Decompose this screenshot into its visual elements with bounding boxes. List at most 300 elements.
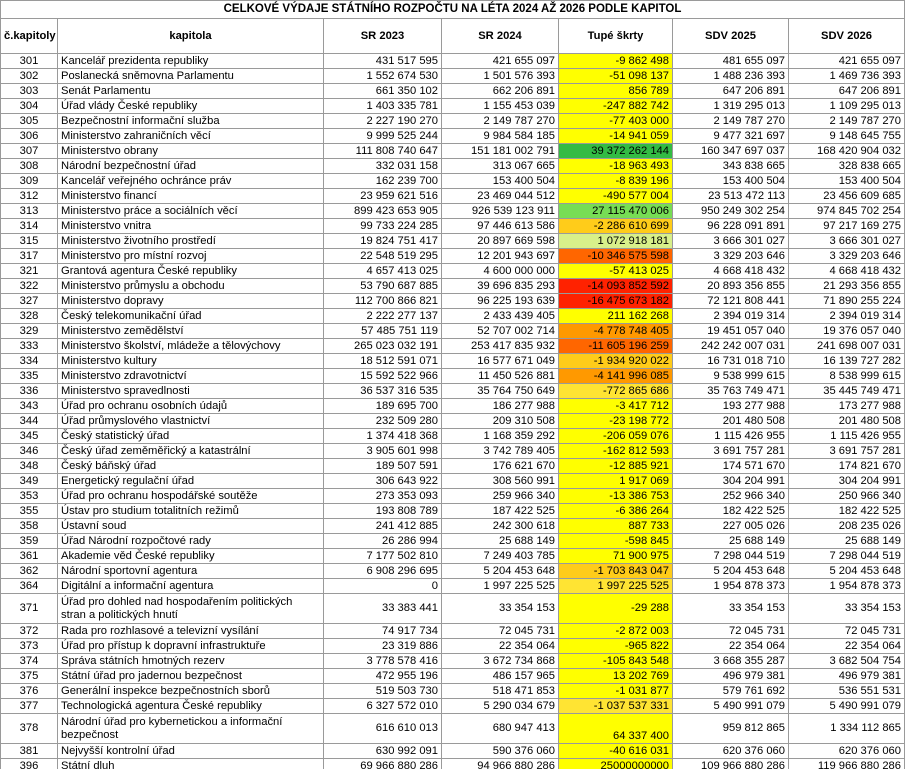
cuts-cell[interactable]: -1 703 843 047 bbox=[559, 564, 673, 579]
sdv-2025-cell[interactable]: 227 005 026 bbox=[673, 519, 789, 534]
sdv-2026-cell[interactable]: 3 666 301 027 bbox=[789, 234, 905, 249]
sr-2024-cell[interactable]: 151 181 002 791 bbox=[442, 144, 559, 159]
chapter-code-cell[interactable]: 334 bbox=[1, 354, 58, 369]
sr-2023-cell[interactable]: 6 327 572 010 bbox=[324, 699, 442, 714]
sdv-2025-cell[interactable]: 304 204 991 bbox=[673, 474, 789, 489]
sr-2023-cell[interactable]: 332 031 158 bbox=[324, 159, 442, 174]
chapter-code-cell[interactable]: 381 bbox=[1, 744, 58, 759]
chapter-code-cell[interactable]: 345 bbox=[1, 429, 58, 444]
chapter-name-cell[interactable]: Technologická agentura České republiky bbox=[58, 699, 324, 714]
cuts-cell[interactable]: -14 093 852 592 bbox=[559, 279, 673, 294]
sr-2023-cell[interactable]: 431 517 595 bbox=[324, 54, 442, 69]
chapter-name-cell[interactable]: Ústav pro studium totalitních režimů bbox=[58, 504, 324, 519]
sr-2024-cell[interactable]: 486 157 965 bbox=[442, 669, 559, 684]
sr-2023-cell[interactable]: 53 790 687 885 bbox=[324, 279, 442, 294]
sdv-2026-cell[interactable]: 620 376 060 bbox=[789, 744, 905, 759]
cuts-cell[interactable]: 887 733 bbox=[559, 519, 673, 534]
sdv-2025-cell[interactable]: 182 422 525 bbox=[673, 504, 789, 519]
chapter-name-cell[interactable]: Ministerstvo financí bbox=[58, 189, 324, 204]
chapter-code-cell[interactable]: 301 bbox=[1, 54, 58, 69]
sr-2024-cell[interactable]: 3 672 734 868 bbox=[442, 654, 559, 669]
sdv-2025-cell[interactable]: 72 045 731 bbox=[673, 624, 789, 639]
sdv-2026-cell[interactable]: 3 329 203 646 bbox=[789, 249, 905, 264]
chapter-name-cell[interactable]: Úřad vlády České republiky bbox=[58, 99, 324, 114]
sdv-2025-cell[interactable]: 242 242 007 031 bbox=[673, 339, 789, 354]
cuts-cell[interactable]: -772 865 686 bbox=[559, 384, 673, 399]
sdv-2026-cell[interactable]: 304 204 991 bbox=[789, 474, 905, 489]
sdv-2026-cell[interactable]: 1 954 878 373 bbox=[789, 579, 905, 594]
cuts-cell[interactable]: -40 616 031 bbox=[559, 744, 673, 759]
sr-2023-cell[interactable]: 0 bbox=[324, 579, 442, 594]
sr-2024-cell[interactable]: 11 450 526 881 bbox=[442, 369, 559, 384]
cuts-cell[interactable]: 39 372 262 144 bbox=[559, 144, 673, 159]
sr-2024-cell[interactable]: 33 354 153 bbox=[442, 594, 559, 624]
sr-2023-cell[interactable]: 26 286 994 bbox=[324, 534, 442, 549]
sdv-2025-cell[interactable]: 16 731 018 710 bbox=[673, 354, 789, 369]
sdv-2025-cell[interactable]: 33 354 153 bbox=[673, 594, 789, 624]
header-chapter-number[interactable]: č.kapitoly bbox=[1, 19, 58, 54]
cuts-cell[interactable]: -490 577 004 bbox=[559, 189, 673, 204]
chapter-code-cell[interactable]: 396 bbox=[1, 759, 58, 769]
sdv-2025-cell[interactable]: 620 376 060 bbox=[673, 744, 789, 759]
sr-2024-cell[interactable]: 176 621 670 bbox=[442, 459, 559, 474]
chapter-code-cell[interactable]: 328 bbox=[1, 309, 58, 324]
chapter-code-cell[interactable]: 335 bbox=[1, 369, 58, 384]
chapter-name-cell[interactable]: Kancelář prezidenta republiky bbox=[58, 54, 324, 69]
sdv-2026-cell[interactable]: 250 966 340 bbox=[789, 489, 905, 504]
cuts-cell[interactable]: 27 115 470 006 bbox=[559, 204, 673, 219]
chapter-code-cell[interactable]: 362 bbox=[1, 564, 58, 579]
cuts-cell[interactable]: 1 917 069 bbox=[559, 474, 673, 489]
sr-2023-cell[interactable]: 36 537 316 535 bbox=[324, 384, 442, 399]
sr-2023-cell[interactable]: 7 177 502 810 bbox=[324, 549, 442, 564]
chapter-name-cell[interactable]: Český telekomunikační úřad bbox=[58, 309, 324, 324]
sr-2024-cell[interactable]: 52 707 002 714 bbox=[442, 324, 559, 339]
sdv-2025-cell[interactable]: 20 893 356 855 bbox=[673, 279, 789, 294]
sr-2024-cell[interactable]: 421 655 097 bbox=[442, 54, 559, 69]
chapter-name-cell[interactable]: Správa státních hmotných rezerv bbox=[58, 654, 324, 669]
cuts-cell[interactable]: 211 162 268 bbox=[559, 309, 673, 324]
sdv-2026-cell[interactable]: 7 298 044 519 bbox=[789, 549, 905, 564]
chapter-name-cell[interactable]: Státní úřad pro jadernou bezpečnost bbox=[58, 669, 324, 684]
cuts-cell[interactable]: 13 202 769 bbox=[559, 669, 673, 684]
cuts-cell[interactable]: -14 941 059 bbox=[559, 129, 673, 144]
cuts-cell[interactable]: -29 288 bbox=[559, 594, 673, 624]
sdv-2026-cell[interactable]: 153 400 504 bbox=[789, 174, 905, 189]
sr-2023-cell[interactable]: 630 992 091 bbox=[324, 744, 442, 759]
sr-2023-cell[interactable]: 9 999 525 244 bbox=[324, 129, 442, 144]
sdv-2026-cell[interactable]: 5 490 991 079 bbox=[789, 699, 905, 714]
cuts-cell[interactable]: -10 346 575 598 bbox=[559, 249, 673, 264]
sr-2024-cell[interactable]: 186 277 988 bbox=[442, 399, 559, 414]
cuts-cell[interactable]: -2 872 003 bbox=[559, 624, 673, 639]
sr-2023-cell[interactable]: 519 503 730 bbox=[324, 684, 442, 699]
cuts-cell[interactable]: -12 885 921 bbox=[559, 459, 673, 474]
sdv-2026-cell[interactable]: 647 206 891 bbox=[789, 84, 905, 99]
chapter-code-cell[interactable]: 305 bbox=[1, 114, 58, 129]
cuts-cell[interactable]: -11 605 196 259 bbox=[559, 339, 673, 354]
chapter-name-cell[interactable]: Úřad průmyslového vlastnictví bbox=[58, 414, 324, 429]
sdv-2026-cell[interactable]: 16 139 727 282 bbox=[789, 354, 905, 369]
chapter-name-cell[interactable]: Digitální a informační agentura bbox=[58, 579, 324, 594]
sdv-2026-cell[interactable]: 1 115 426 955 bbox=[789, 429, 905, 444]
sdv-2026-cell[interactable]: 71 890 255 224 bbox=[789, 294, 905, 309]
sdv-2025-cell[interactable]: 1 319 295 013 bbox=[673, 99, 789, 114]
sr-2024-cell[interactable]: 3 742 789 405 bbox=[442, 444, 559, 459]
chapter-name-cell[interactable]: Nejvyšší kontrolní úřad bbox=[58, 744, 324, 759]
sr-2023-cell[interactable]: 661 350 102 bbox=[324, 84, 442, 99]
sdv-2025-cell[interactable]: 950 249 302 254 bbox=[673, 204, 789, 219]
sdv-2025-cell[interactable]: 23 513 472 113 bbox=[673, 189, 789, 204]
sdv-2025-cell[interactable]: 343 838 665 bbox=[673, 159, 789, 174]
sdv-2025-cell[interactable]: 496 979 381 bbox=[673, 669, 789, 684]
sr-2024-cell[interactable]: 35 764 750 649 bbox=[442, 384, 559, 399]
chapter-name-cell[interactable]: Ministerstvo zahraničních věcí bbox=[58, 129, 324, 144]
sr-2024-cell[interactable]: 187 422 525 bbox=[442, 504, 559, 519]
sdv-2026-cell[interactable]: 1 469 736 393 bbox=[789, 69, 905, 84]
sdv-2026-cell[interactable]: 3 682 504 754 bbox=[789, 654, 905, 669]
sr-2023-cell[interactable]: 74 917 734 bbox=[324, 624, 442, 639]
sdv-2026-cell[interactable]: 208 235 026 bbox=[789, 519, 905, 534]
sr-2023-cell[interactable]: 193 808 789 bbox=[324, 504, 442, 519]
sdv-2025-cell[interactable]: 96 228 091 891 bbox=[673, 219, 789, 234]
sdv-2025-cell[interactable]: 1 115 426 955 bbox=[673, 429, 789, 444]
sr-2023-cell[interactable]: 22 548 519 295 bbox=[324, 249, 442, 264]
chapter-code-cell[interactable]: 358 bbox=[1, 519, 58, 534]
sr-2024-cell[interactable]: 209 310 508 bbox=[442, 414, 559, 429]
sr-2024-cell[interactable]: 308 560 991 bbox=[442, 474, 559, 489]
sdv-2026-cell[interactable]: 72 045 731 bbox=[789, 624, 905, 639]
sr-2023-cell[interactable]: 1 403 335 781 bbox=[324, 99, 442, 114]
sdv-2025-cell[interactable]: 3 691 757 281 bbox=[673, 444, 789, 459]
chapter-name-cell[interactable]: Energetický regulační úřad bbox=[58, 474, 324, 489]
sdv-2026-cell[interactable]: 5 204 453 648 bbox=[789, 564, 905, 579]
sdv-2026-cell[interactable]: 8 538 999 615 bbox=[789, 369, 905, 384]
cuts-cell[interactable]: 71 900 975 bbox=[559, 549, 673, 564]
cuts-cell[interactable]: -4 778 748 405 bbox=[559, 324, 673, 339]
sdv-2025-cell[interactable]: 153 400 504 bbox=[673, 174, 789, 189]
chapter-code-cell[interactable]: 355 bbox=[1, 504, 58, 519]
sr-2023-cell[interactable]: 99 733 224 285 bbox=[324, 219, 442, 234]
cuts-cell[interactable]: -23 198 772 bbox=[559, 414, 673, 429]
sdv-2026-cell[interactable]: 421 655 097 bbox=[789, 54, 905, 69]
sdv-2025-cell[interactable]: 3 329 203 646 bbox=[673, 249, 789, 264]
sr-2023-cell[interactable]: 2 227 190 270 bbox=[324, 114, 442, 129]
sr-2024-cell[interactable]: 2 149 787 270 bbox=[442, 114, 559, 129]
sdv-2026-cell[interactable]: 23 456 609 685 bbox=[789, 189, 905, 204]
cuts-cell[interactable]: -4 141 996 085 bbox=[559, 369, 673, 384]
sr-2024-cell[interactable]: 590 376 060 bbox=[442, 744, 559, 759]
sr-2024-cell[interactable]: 153 400 504 bbox=[442, 174, 559, 189]
sr-2024-cell[interactable]: 1 501 576 393 bbox=[442, 69, 559, 84]
cuts-cell[interactable]: -1 031 877 bbox=[559, 684, 673, 699]
sr-2024-cell[interactable]: 96 225 193 639 bbox=[442, 294, 559, 309]
sdv-2025-cell[interactable]: 7 298 044 519 bbox=[673, 549, 789, 564]
sr-2023-cell[interactable]: 1 374 418 368 bbox=[324, 429, 442, 444]
chapter-name-cell[interactable]: Akademie věd České republiky bbox=[58, 549, 324, 564]
header-chapter[interactable]: kapitola bbox=[58, 19, 324, 54]
chapter-name-cell[interactable]: Český báňský úřad bbox=[58, 459, 324, 474]
sr-2023-cell[interactable]: 241 412 885 bbox=[324, 519, 442, 534]
sr-2023-cell[interactable]: 18 512 591 071 bbox=[324, 354, 442, 369]
cuts-cell[interactable]: 64 337 400 bbox=[559, 714, 673, 744]
sdv-2025-cell[interactable]: 5 490 991 079 bbox=[673, 699, 789, 714]
sr-2024-cell[interactable]: 22 354 064 bbox=[442, 639, 559, 654]
chapter-name-cell[interactable]: Národní úřad pro kybernetickou a informační bezpečnost bbox=[58, 714, 324, 744]
sdv-2025-cell[interactable]: 201 480 508 bbox=[673, 414, 789, 429]
sdv-2026-cell[interactable]: 19 376 057 040 bbox=[789, 324, 905, 339]
chapter-code-cell[interactable]: 304 bbox=[1, 99, 58, 114]
sr-2023-cell[interactable]: 23 959 621 516 bbox=[324, 189, 442, 204]
cuts-cell[interactable]: -965 822 bbox=[559, 639, 673, 654]
sdv-2026-cell[interactable]: 119 966 880 286 bbox=[789, 759, 905, 769]
sr-2024-cell[interactable]: 5 290 034 679 bbox=[442, 699, 559, 714]
cuts-cell[interactable]: 1 072 918 181 bbox=[559, 234, 673, 249]
sdv-2026-cell[interactable]: 2 394 019 314 bbox=[789, 309, 905, 324]
chapter-code-cell[interactable]: 373 bbox=[1, 639, 58, 654]
cuts-cell[interactable]: -6 386 264 bbox=[559, 504, 673, 519]
sdv-2026-cell[interactable]: 25 688 149 bbox=[789, 534, 905, 549]
sdv-2025-cell[interactable]: 9 477 321 697 bbox=[673, 129, 789, 144]
sr-2023-cell[interactable]: 616 610 013 bbox=[324, 714, 442, 744]
sr-2023-cell[interactable]: 1 552 674 530 bbox=[324, 69, 442, 84]
sdv-2026-cell[interactable]: 9 148 645 755 bbox=[789, 129, 905, 144]
sr-2023-cell[interactable]: 2 222 277 137 bbox=[324, 309, 442, 324]
sdv-2025-cell[interactable]: 25 688 149 bbox=[673, 534, 789, 549]
chapter-code-cell[interactable]: 361 bbox=[1, 549, 58, 564]
sdv-2025-cell[interactable]: 481 655 097 bbox=[673, 54, 789, 69]
chapter-code-cell[interactable]: 348 bbox=[1, 459, 58, 474]
chapter-code-cell[interactable]: 306 bbox=[1, 129, 58, 144]
sr-2024-cell[interactable]: 662 206 891 bbox=[442, 84, 559, 99]
cuts-cell[interactable]: 1 997 225 525 bbox=[559, 579, 673, 594]
sr-2024-cell[interactable]: 16 577 671 049 bbox=[442, 354, 559, 369]
chapter-name-cell[interactable]: Národní bezpečnostní úřad bbox=[58, 159, 324, 174]
sdv-2025-cell[interactable]: 2 149 787 270 bbox=[673, 114, 789, 129]
sr-2024-cell[interactable]: 5 204 453 648 bbox=[442, 564, 559, 579]
sdv-2026-cell[interactable]: 174 821 670 bbox=[789, 459, 905, 474]
sr-2023-cell[interactable]: 111 808 740 647 bbox=[324, 144, 442, 159]
chapter-code-cell[interactable]: 371 bbox=[1, 594, 58, 624]
chapter-name-cell[interactable]: Národní sportovní agentura bbox=[58, 564, 324, 579]
chapter-name-cell[interactable]: Úřad pro ochranu osobních údajů bbox=[58, 399, 324, 414]
sr-2023-cell[interactable]: 23 319 886 bbox=[324, 639, 442, 654]
chapter-name-cell[interactable]: Úřad pro dohled nad hospodařením politických stran a politických hnutí bbox=[58, 594, 324, 624]
sdv-2025-cell[interactable]: 959 812 865 bbox=[673, 714, 789, 744]
sdv-2025-cell[interactable]: 22 354 064 bbox=[673, 639, 789, 654]
cuts-cell[interactable]: -206 059 076 bbox=[559, 429, 673, 444]
chapter-name-cell[interactable]: Český úřad zeměměřický a katastrální bbox=[58, 444, 324, 459]
chapter-code-cell[interactable]: 313 bbox=[1, 204, 58, 219]
sdv-2025-cell[interactable]: 1 488 236 393 bbox=[673, 69, 789, 84]
cuts-cell[interactable]: -57 413 025 bbox=[559, 264, 673, 279]
sr-2024-cell[interactable]: 94 966 880 286 bbox=[442, 759, 559, 769]
sdv-2026-cell[interactable]: 974 845 702 254 bbox=[789, 204, 905, 219]
cuts-cell[interactable]: -51 098 137 bbox=[559, 69, 673, 84]
cuts-cell[interactable]: 856 789 bbox=[559, 84, 673, 99]
sr-2024-cell[interactable]: 242 300 618 bbox=[442, 519, 559, 534]
sdv-2025-cell[interactable]: 647 206 891 bbox=[673, 84, 789, 99]
sr-2024-cell[interactable]: 9 984 584 185 bbox=[442, 129, 559, 144]
sr-2024-cell[interactable]: 1 997 225 525 bbox=[442, 579, 559, 594]
sr-2023-cell[interactable]: 3 778 578 416 bbox=[324, 654, 442, 669]
cuts-cell[interactable]: -598 845 bbox=[559, 534, 673, 549]
chapter-name-cell[interactable]: Ministerstvo zemědělství bbox=[58, 324, 324, 339]
sr-2024-cell[interactable]: 253 417 835 932 bbox=[442, 339, 559, 354]
sr-2023-cell[interactable]: 19 824 751 417 bbox=[324, 234, 442, 249]
chapter-name-cell[interactable]: Generální inspekce bezpečnostních sborů bbox=[58, 684, 324, 699]
sdv-2026-cell[interactable]: 1 334 112 865 bbox=[789, 714, 905, 744]
chapter-name-cell[interactable]: Ministerstvo životního prostředí bbox=[58, 234, 324, 249]
chapter-name-cell[interactable]: Úřad pro přístup k dopravní infrastruktuře bbox=[58, 639, 324, 654]
sr-2024-cell[interactable]: 2 433 439 405 bbox=[442, 309, 559, 324]
sr-2023-cell[interactable]: 6 908 296 695 bbox=[324, 564, 442, 579]
sr-2023-cell[interactable]: 306 643 922 bbox=[324, 474, 442, 489]
cuts-cell[interactable]: -9 862 498 bbox=[559, 54, 673, 69]
sdv-2026-cell[interactable]: 21 293 356 855 bbox=[789, 279, 905, 294]
cuts-cell[interactable]: -8 839 196 bbox=[559, 174, 673, 189]
header-sdv-2025[interactable]: SDV 2025 bbox=[673, 19, 789, 54]
sdv-2026-cell[interactable]: 241 698 007 031 bbox=[789, 339, 905, 354]
chapter-code-cell[interactable]: 312 bbox=[1, 189, 58, 204]
sr-2023-cell[interactable]: 189 695 700 bbox=[324, 399, 442, 414]
sdv-2025-cell[interactable]: 9 538 999 615 bbox=[673, 369, 789, 384]
cuts-cell[interactable]: -3 417 712 bbox=[559, 399, 673, 414]
chapter-code-cell[interactable]: 327 bbox=[1, 294, 58, 309]
sr-2023-cell[interactable]: 112 700 866 821 bbox=[324, 294, 442, 309]
sr-2024-cell[interactable]: 20 897 669 598 bbox=[442, 234, 559, 249]
chapter-name-cell[interactable]: Ministerstvo dopravy bbox=[58, 294, 324, 309]
sr-2024-cell[interactable]: 259 966 340 bbox=[442, 489, 559, 504]
chapter-code-cell[interactable]: 343 bbox=[1, 399, 58, 414]
sr-2024-cell[interactable]: 926 539 123 911 bbox=[442, 204, 559, 219]
chapter-code-cell[interactable]: 372 bbox=[1, 624, 58, 639]
sdv-2025-cell[interactable]: 579 761 692 bbox=[673, 684, 789, 699]
header-sr-2023[interactable]: SR 2023 bbox=[324, 19, 442, 54]
sr-2023-cell[interactable]: 33 383 441 bbox=[324, 594, 442, 624]
chapter-name-cell[interactable]: Ministerstvo zdravotnictví bbox=[58, 369, 324, 384]
chapter-name-cell[interactable]: Ministerstvo obrany bbox=[58, 144, 324, 159]
sdv-2025-cell[interactable]: 2 394 019 314 bbox=[673, 309, 789, 324]
sr-2024-cell[interactable]: 12 201 943 697 bbox=[442, 249, 559, 264]
sdv-2025-cell[interactable]: 35 763 749 471 bbox=[673, 384, 789, 399]
chapter-name-cell[interactable]: Senát Parlamentu bbox=[58, 84, 324, 99]
sr-2023-cell[interactable]: 899 423 653 905 bbox=[324, 204, 442, 219]
chapter-code-cell[interactable]: 322 bbox=[1, 279, 58, 294]
chapter-code-cell[interactable]: 375 bbox=[1, 669, 58, 684]
chapter-code-cell[interactable]: 378 bbox=[1, 714, 58, 744]
sdv-2025-cell[interactable]: 252 966 340 bbox=[673, 489, 789, 504]
chapter-code-cell[interactable]: 349 bbox=[1, 474, 58, 489]
chapter-name-cell[interactable]: Grantová agentura České republiky bbox=[58, 264, 324, 279]
chapter-code-cell[interactable]: 317 bbox=[1, 249, 58, 264]
chapter-name-cell[interactable]: Ministerstvo průmyslu a obchodu bbox=[58, 279, 324, 294]
cuts-cell[interactable]: -162 812 593 bbox=[559, 444, 673, 459]
sdv-2026-cell[interactable]: 182 422 525 bbox=[789, 504, 905, 519]
sr-2024-cell[interactable]: 23 469 044 512 bbox=[442, 189, 559, 204]
chapter-name-cell[interactable]: Kancelář veřejného ochránce práv bbox=[58, 174, 324, 189]
sr-2023-cell[interactable]: 3 905 601 998 bbox=[324, 444, 442, 459]
sr-2023-cell[interactable]: 162 239 700 bbox=[324, 174, 442, 189]
chapter-name-cell[interactable]: Úřad Národní rozpočtové rady bbox=[58, 534, 324, 549]
sr-2023-cell[interactable]: 4 657 413 025 bbox=[324, 264, 442, 279]
chapter-code-cell[interactable]: 336 bbox=[1, 384, 58, 399]
sdv-2026-cell[interactable]: 22 354 064 bbox=[789, 639, 905, 654]
sr-2024-cell[interactable]: 4 600 000 000 bbox=[442, 264, 559, 279]
sdv-2026-cell[interactable]: 328 838 665 bbox=[789, 159, 905, 174]
header-sdv-2026[interactable]: SDV 2026 bbox=[789, 19, 905, 54]
sr-2024-cell[interactable]: 25 688 149 bbox=[442, 534, 559, 549]
sr-2024-cell[interactable]: 680 947 413 bbox=[442, 714, 559, 744]
sdv-2026-cell[interactable]: 536 551 531 bbox=[789, 684, 905, 699]
cuts-cell[interactable]: -2 286 610 699 bbox=[559, 219, 673, 234]
chapter-code-cell[interactable]: 314 bbox=[1, 219, 58, 234]
chapter-code-cell[interactable]: 303 bbox=[1, 84, 58, 99]
sr-2023-cell[interactable]: 273 353 093 bbox=[324, 489, 442, 504]
sr-2023-cell[interactable]: 15 592 522 966 bbox=[324, 369, 442, 384]
chapter-name-cell[interactable]: Poslanecká sněmovna Parlamentu bbox=[58, 69, 324, 84]
sr-2024-cell[interactable]: 97 446 613 586 bbox=[442, 219, 559, 234]
cuts-cell[interactable]: 25000000000 bbox=[559, 759, 673, 769]
sdv-2026-cell[interactable]: 4 668 418 432 bbox=[789, 264, 905, 279]
cuts-cell[interactable]: -13 386 753 bbox=[559, 489, 673, 504]
chapter-code-cell[interactable]: 302 bbox=[1, 69, 58, 84]
sr-2024-cell[interactable]: 39 696 835 293 bbox=[442, 279, 559, 294]
chapter-code-cell[interactable]: 344 bbox=[1, 414, 58, 429]
sdv-2026-cell[interactable]: 201 480 508 bbox=[789, 414, 905, 429]
chapter-code-cell[interactable]: 353 bbox=[1, 489, 58, 504]
chapter-code-cell[interactable]: 377 bbox=[1, 699, 58, 714]
sr-2023-cell[interactable]: 69 966 880 286 bbox=[324, 759, 442, 769]
cuts-cell[interactable]: -77 403 000 bbox=[559, 114, 673, 129]
sdv-2025-cell[interactable]: 5 204 453 648 bbox=[673, 564, 789, 579]
chapter-name-cell[interactable]: Ústavní soud bbox=[58, 519, 324, 534]
sdv-2025-cell[interactable]: 3 668 355 287 bbox=[673, 654, 789, 669]
chapter-name-cell[interactable]: Ministerstvo práce a sociálních věcí bbox=[58, 204, 324, 219]
sr-2024-cell[interactable]: 313 067 665 bbox=[442, 159, 559, 174]
chapter-code-cell[interactable]: 364 bbox=[1, 579, 58, 594]
sr-2023-cell[interactable]: 472 955 196 bbox=[324, 669, 442, 684]
sdv-2025-cell[interactable]: 160 347 697 037 bbox=[673, 144, 789, 159]
sdv-2026-cell[interactable]: 3 691 757 281 bbox=[789, 444, 905, 459]
cuts-cell[interactable]: -16 475 673 182 bbox=[559, 294, 673, 309]
cuts-cell[interactable]: -1 037 537 331 bbox=[559, 699, 673, 714]
chapter-code-cell[interactable]: 321 bbox=[1, 264, 58, 279]
chapter-name-cell[interactable]: Ministerstvo spravedlnosti bbox=[58, 384, 324, 399]
sdv-2025-cell[interactable]: 4 668 418 432 bbox=[673, 264, 789, 279]
sr-2024-cell[interactable]: 7 249 403 785 bbox=[442, 549, 559, 564]
sr-2023-cell[interactable]: 57 485 751 119 bbox=[324, 324, 442, 339]
chapter-name-cell[interactable]: Bezpečnostní informační služba bbox=[58, 114, 324, 129]
chapter-code-cell[interactable]: 346 bbox=[1, 444, 58, 459]
sdv-2026-cell[interactable]: 33 354 153 bbox=[789, 594, 905, 624]
sdv-2026-cell[interactable]: 173 277 988 bbox=[789, 399, 905, 414]
sdv-2026-cell[interactable]: 496 979 381 bbox=[789, 669, 905, 684]
chapter-code-cell[interactable]: 307 bbox=[1, 144, 58, 159]
chapter-code-cell[interactable]: 333 bbox=[1, 339, 58, 354]
sdv-2026-cell[interactable]: 168 420 904 032 bbox=[789, 144, 905, 159]
cuts-cell[interactable]: -105 843 548 bbox=[559, 654, 673, 669]
sdv-2025-cell[interactable]: 19 451 057 040 bbox=[673, 324, 789, 339]
sdv-2025-cell[interactable]: 109 966 880 286 bbox=[673, 759, 789, 769]
chapter-code-cell[interactable]: 359 bbox=[1, 534, 58, 549]
chapter-name-cell[interactable]: Rada pro rozhlasové a televizní vysílání bbox=[58, 624, 324, 639]
sr-2024-cell[interactable]: 1 155 453 039 bbox=[442, 99, 559, 114]
chapter-name-cell[interactable]: Státní dluh bbox=[58, 759, 324, 769]
chapter-code-cell[interactable]: 329 bbox=[1, 324, 58, 339]
sr-2024-cell[interactable]: 1 168 359 292 bbox=[442, 429, 559, 444]
sr-2024-cell[interactable]: 518 471 853 bbox=[442, 684, 559, 699]
